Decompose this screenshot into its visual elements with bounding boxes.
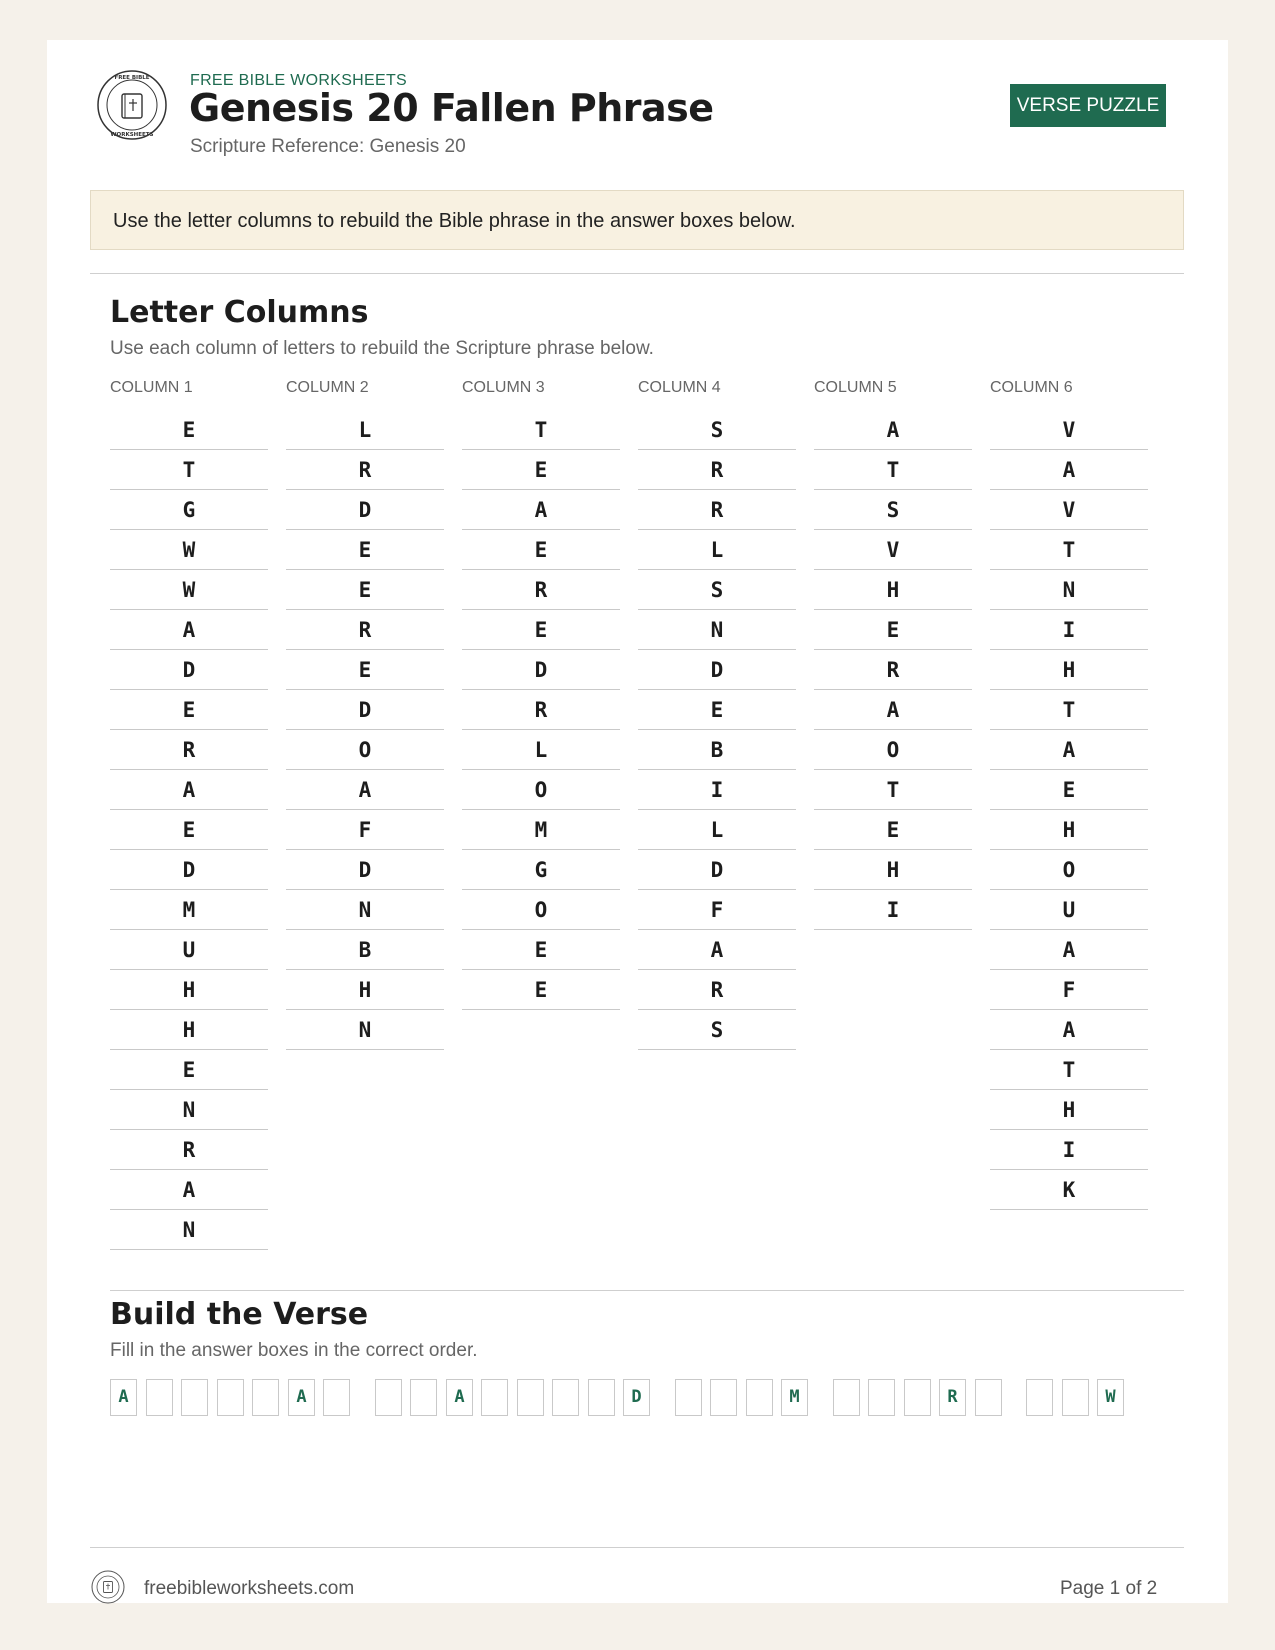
answer-box[interactable] xyxy=(588,1379,615,1416)
letter-cell: E xyxy=(814,810,972,850)
letter-cell: E xyxy=(462,610,620,650)
divider xyxy=(90,273,1184,274)
letter-cell: I xyxy=(990,1130,1148,1170)
letter-cell: F xyxy=(638,890,796,930)
letter-cell: D xyxy=(286,850,444,890)
letter-cell: D xyxy=(286,690,444,730)
letter-cell: R xyxy=(638,450,796,490)
letter-cell: A xyxy=(814,410,972,450)
answer-box[interactable]: A xyxy=(446,1379,473,1416)
letter-cell: V xyxy=(990,410,1148,450)
footer-divider xyxy=(90,1547,1184,1548)
letter-cell: U xyxy=(990,890,1148,930)
letter-cell: I xyxy=(990,610,1148,650)
letter-cell: B xyxy=(638,730,796,770)
letter-cell: D xyxy=(110,850,268,890)
letter-cell: A xyxy=(286,770,444,810)
letter-cell: E xyxy=(110,690,268,730)
letter-cell: A xyxy=(638,930,796,970)
answer-box[interactable] xyxy=(904,1379,931,1416)
letter-column-2 xyxy=(286,378,444,1050)
letter-cell: S xyxy=(638,410,796,450)
letter-cell: O xyxy=(462,770,620,810)
letter-cell: M xyxy=(110,890,268,930)
letter-cell: H xyxy=(990,1090,1148,1130)
brand-name: FREE BIBLE WORKSHEETS xyxy=(190,72,408,89)
letter-cell: W xyxy=(110,570,268,610)
letter-cell: R xyxy=(638,490,796,530)
letter-cell: N xyxy=(110,1090,268,1130)
letter-cell: D xyxy=(110,650,268,690)
letter-cell: F xyxy=(990,970,1148,1010)
answer-box[interactable] xyxy=(746,1379,773,1416)
letter-column-4 xyxy=(638,378,796,1050)
letter-cell: A xyxy=(990,1010,1148,1050)
letter-cell: T xyxy=(990,690,1148,730)
column-label: COLUMN 2 xyxy=(286,379,369,396)
letter-cell: L xyxy=(286,410,444,450)
column-label: COLUMN 6 xyxy=(990,379,1073,396)
svg-text:WORKSHEETS: WORKSHEETS xyxy=(110,132,154,138)
letter-cell: R xyxy=(462,690,620,730)
answer-box[interactable] xyxy=(1062,1379,1089,1416)
letter-cell: A xyxy=(110,770,268,810)
column-label: COLUMN 4 xyxy=(638,379,721,396)
letter-cell: R xyxy=(462,570,620,610)
answer-box[interactable] xyxy=(252,1379,279,1416)
letter-cell: B xyxy=(286,930,444,970)
letter-cell: D xyxy=(638,850,796,890)
footer-logo-icon xyxy=(91,1570,125,1604)
letter-cell: R xyxy=(286,450,444,490)
letter-cell: R xyxy=(286,610,444,650)
letter-cell: S xyxy=(638,1010,796,1050)
answer-box[interactable] xyxy=(833,1379,860,1416)
answer-box[interactable] xyxy=(481,1379,508,1416)
answer-box[interactable] xyxy=(181,1379,208,1416)
letter-cell: E xyxy=(286,570,444,610)
letter-cell: S xyxy=(814,490,972,530)
letter-cell: A xyxy=(110,1170,268,1210)
answer-box[interactable]: A xyxy=(110,1379,137,1416)
letter-cell: E xyxy=(110,810,268,850)
letter-cell: I xyxy=(814,890,972,930)
letter-cell: A xyxy=(990,730,1148,770)
letter-column-6 xyxy=(990,378,1148,1210)
letter-cell: E xyxy=(286,530,444,570)
answer-box[interactable] xyxy=(1026,1379,1053,1416)
answer-box[interactable] xyxy=(323,1379,350,1416)
letter-cell: R xyxy=(110,1130,268,1170)
answer-box[interactable] xyxy=(710,1379,737,1416)
letter-cell: H xyxy=(286,970,444,1010)
letter-cell: E xyxy=(462,970,620,1010)
letter-column-3 xyxy=(462,378,620,1010)
answer-box[interactable] xyxy=(146,1379,173,1416)
letter-cell: A xyxy=(110,610,268,650)
letter-cell: N xyxy=(990,570,1148,610)
letter-cell: T xyxy=(814,450,972,490)
svg-text:FREE BIBLE: FREE BIBLE xyxy=(114,75,150,81)
letter-cell: D xyxy=(462,650,620,690)
build-verse-subtitle: Fill in the answer boxes in the correct order. xyxy=(110,1340,478,1361)
answer-box[interactable]: A xyxy=(288,1379,315,1416)
letter-cell: N xyxy=(286,1010,444,1050)
letter-cell: A xyxy=(462,490,620,530)
letter-column-5 xyxy=(814,378,972,930)
answer-box[interactable] xyxy=(375,1379,402,1416)
letter-cell: F xyxy=(286,810,444,850)
letter-cell: G xyxy=(462,850,620,890)
letter-cell: O xyxy=(990,850,1148,890)
letter-cell: A xyxy=(814,690,972,730)
letter-cell: V xyxy=(990,490,1148,530)
letter-cell: H xyxy=(110,970,268,1010)
letter-cell: S xyxy=(638,570,796,610)
column-label: COLUMN 3 xyxy=(462,379,545,396)
letter-cell: E xyxy=(110,1050,268,1090)
letter-cell: E xyxy=(462,530,620,570)
column-label: COLUMN 5 xyxy=(814,379,897,396)
answer-box[interactable] xyxy=(552,1379,579,1416)
letter-cell: V xyxy=(814,530,972,570)
letter-columns-subtitle: Use each column of letters to rebuild the Scripture phrase below. xyxy=(110,338,654,359)
letter-cell: O xyxy=(286,730,444,770)
letter-cell: K xyxy=(990,1170,1148,1210)
letter-cell: R xyxy=(110,730,268,770)
letter-cell: T xyxy=(462,410,620,450)
verse-puzzle-badge: VERSE PUZZLE xyxy=(1010,84,1166,127)
letter-cell: I xyxy=(638,770,796,810)
letter-cell: E xyxy=(814,610,972,650)
bible-logo-icon xyxy=(96,69,168,141)
letter-cell: T xyxy=(990,1050,1148,1090)
letter-cell: U xyxy=(110,930,268,970)
letter-cell: D xyxy=(638,650,796,690)
letter-cell: N xyxy=(110,1210,268,1250)
letter-cell: T xyxy=(110,450,268,490)
letter-cell: T xyxy=(814,770,972,810)
letter-cell: E xyxy=(462,930,620,970)
letter-cell: E xyxy=(110,410,268,450)
letter-cell: E xyxy=(638,690,796,730)
letter-cell: H xyxy=(814,850,972,890)
answer-box[interactable] xyxy=(675,1379,702,1416)
footer-site-link[interactable]: freebibleworksheets.com xyxy=(144,1578,355,1599)
page-title: Genesis 20 Fallen Phrase xyxy=(189,86,714,130)
answer-box[interactable]: W xyxy=(1097,1379,1124,1416)
scripture-reference: Scripture Reference: Genesis 20 xyxy=(190,136,466,157)
divider xyxy=(110,1290,1184,1291)
answer-box[interactable] xyxy=(217,1379,244,1416)
answer-box[interactable] xyxy=(868,1379,895,1416)
column-label: COLUMN 1 xyxy=(110,379,193,396)
letter-cell: A xyxy=(990,450,1148,490)
answer-box[interactable] xyxy=(410,1379,437,1416)
letter-cell: H xyxy=(990,650,1148,690)
letter-cell: M xyxy=(462,810,620,850)
letter-cell: O xyxy=(462,890,620,930)
letter-column-1 xyxy=(110,378,268,1250)
build-verse-title: Build the Verse xyxy=(110,1297,369,1332)
letter-cell: N xyxy=(638,610,796,650)
letter-cell: E xyxy=(286,650,444,690)
letter-cell: L xyxy=(638,530,796,570)
letter-cell: D xyxy=(286,490,444,530)
answer-box[interactable] xyxy=(975,1379,1002,1416)
answer-box[interactable] xyxy=(517,1379,544,1416)
letter-columns-title: Letter Columns xyxy=(110,295,369,330)
page-number: Page 1 of 2 xyxy=(1060,1578,1158,1599)
letter-cell: H xyxy=(990,810,1148,850)
letter-cell: O xyxy=(814,730,972,770)
letter-cell: E xyxy=(990,770,1148,810)
answer-box[interactable]: M xyxy=(781,1379,808,1416)
answer-box[interactable]: D xyxy=(623,1379,650,1416)
answer-box[interactable]: R xyxy=(939,1379,966,1416)
letter-cell: L xyxy=(462,730,620,770)
letter-cell: H xyxy=(110,1010,268,1050)
letter-cell: E xyxy=(462,450,620,490)
answer-boxes xyxy=(110,1379,1210,1418)
letter-cell: R xyxy=(814,650,972,690)
instructions-box: Use the letter columns to rebuild the Bible phrase in the answer boxes below. xyxy=(90,190,1184,250)
letter-cell: L xyxy=(638,810,796,850)
worksheet-page xyxy=(47,40,1228,1603)
letter-cell: G xyxy=(110,490,268,530)
letter-cell: N xyxy=(286,890,444,930)
letter-cell: T xyxy=(990,530,1148,570)
letter-cell: R xyxy=(638,970,796,1010)
letter-cell: A xyxy=(990,930,1148,970)
letter-cell: W xyxy=(110,530,268,570)
letter-cell: H xyxy=(814,570,972,610)
